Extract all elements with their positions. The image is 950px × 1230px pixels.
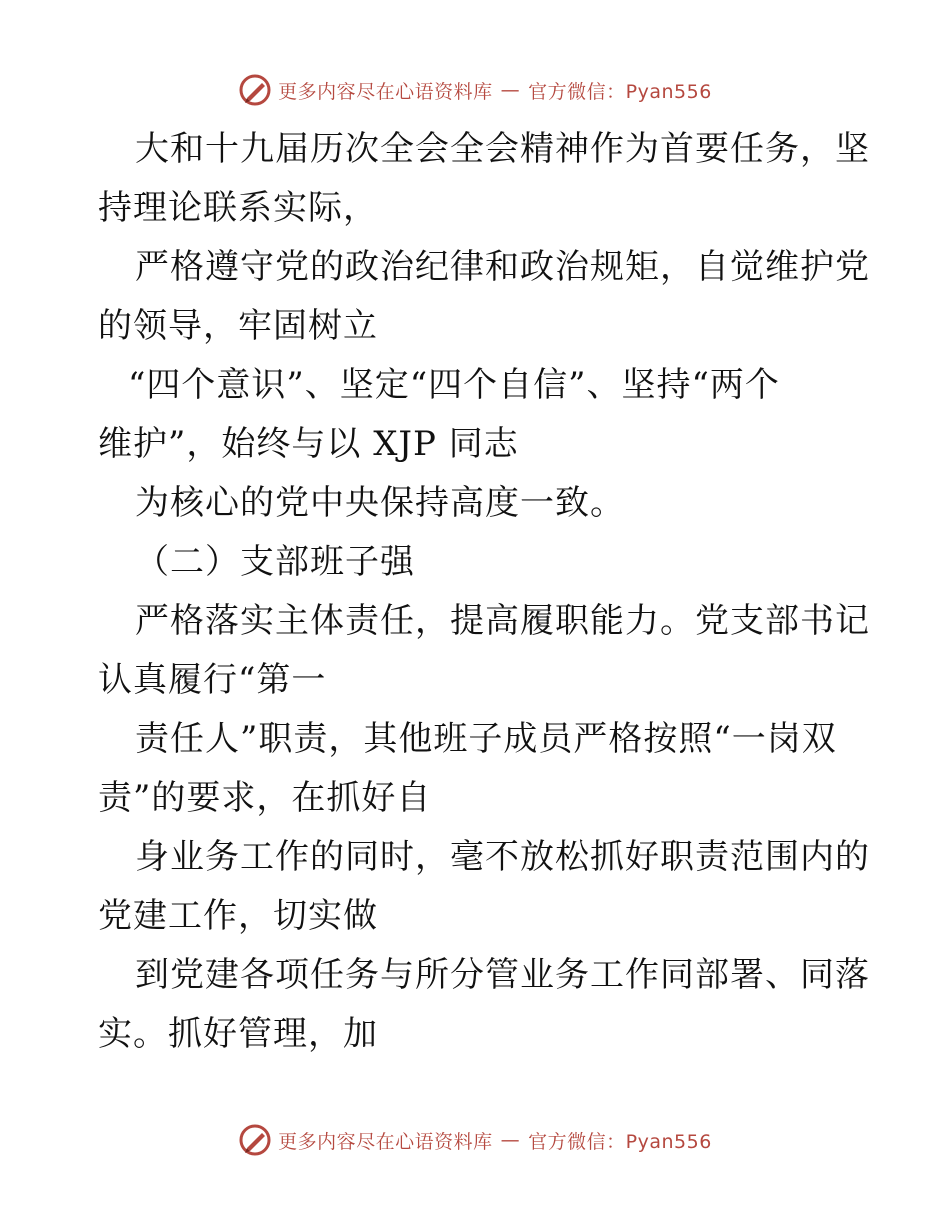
watermark-brand: 更多内容尽在心语资料库 — [278, 80, 493, 103]
text-line: 持理论联系实际， — [98, 188, 378, 228]
text-line: 实。抓好管理，加 — [98, 1014, 378, 1054]
header-watermark — [0, 70, 950, 110]
pen-logo-icon — [238, 1123, 272, 1157]
document-body — [98, 120, 870, 1064]
text-line: 严格遵守党的政治纪律和政治规矩，自觉维护党 — [135, 247, 870, 287]
watermark-separator: — — [500, 79, 521, 101]
section-heading: （二）支部班子强 — [135, 542, 415, 582]
text-line: “四个意识”、坚定“四个自信”、坚持“两个 — [128, 365, 780, 405]
text-line: 责任人”职责，其他班子成员严格按照“一岗双 — [135, 719, 837, 759]
text-line: 为核心的党中央保持高度一致。 — [135, 483, 625, 523]
text-line: 党建工作，切实做 — [98, 896, 378, 936]
text-line: 维护”，始终与以 XJP 同志 — [98, 424, 519, 464]
text-line: 责”的要求，在抓好自 — [98, 778, 432, 818]
watermark-separator: — — [500, 1129, 521, 1151]
pen-logo-icon — [238, 73, 272, 107]
text-line: 到党建各项任务与所分管业务工作同部署、同落 — [135, 955, 870, 995]
text-line: 严格落实主体责任，提高履职能力。党支部书记 — [135, 601, 870, 641]
footer-watermark — [0, 1120, 950, 1160]
watermark-contact: 官方微信：Pyan556 — [528, 80, 712, 103]
text-line: 身业务工作的同时，毫不放松抓好职责范围内的 — [135, 837, 870, 877]
watermark-contact: 官方微信：Pyan556 — [528, 1130, 712, 1153]
text-line: 大和十九届历次全会全会精神作为首要任务，坚 — [135, 129, 870, 169]
text-line: 的领导，牢固树立 — [98, 306, 378, 346]
watermark-brand: 更多内容尽在心语资料库 — [278, 1130, 493, 1153]
text-line: 认真履行“第一 — [98, 660, 327, 700]
